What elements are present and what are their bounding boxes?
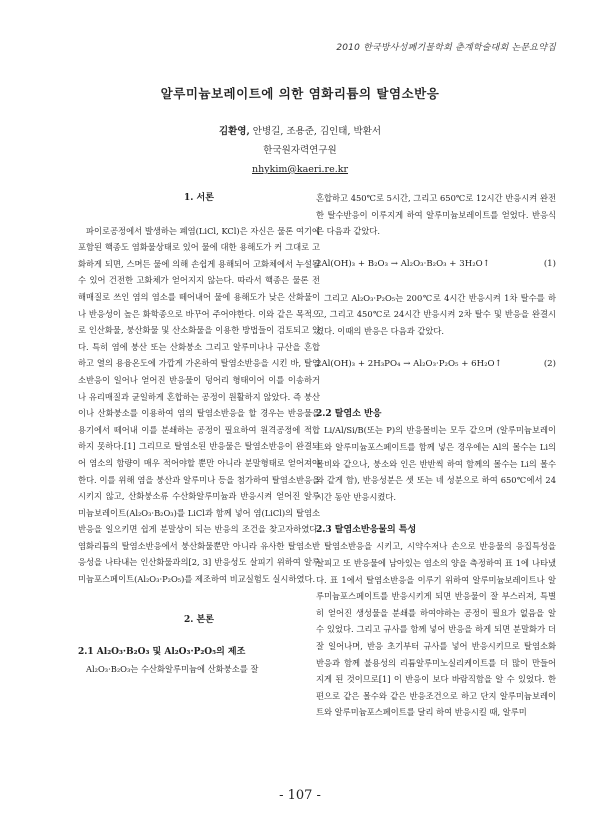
right-column bbox=[316, 190, 556, 721]
equation-2 bbox=[316, 356, 556, 373]
subsection-2-1-text: Al₂O₃·B₂O₃는 수산화알루미늄에 산화붕소를 잘 bbox=[86, 663, 259, 674]
equation-1-number: (1) bbox=[543, 259, 556, 270]
page-number: - 107 - bbox=[279, 788, 321, 803]
author-email[interactable]: nhykim@kaeri.re.kr bbox=[251, 164, 349, 175]
co-authors: 안병길, 조용준, 김인태, 박환서 bbox=[249, 126, 382, 137]
first-author: 김환영, bbox=[218, 126, 250, 137]
left-column bbox=[78, 190, 320, 677]
subsection-2-3-heading: 2.3 탈염소반응물의 특성 bbox=[316, 524, 417, 535]
author-block bbox=[0, 122, 600, 179]
section-introduction-heading: 1. 서론 bbox=[184, 193, 214, 203]
subsection-2-2-heading: 2.2 탈염소 반응 bbox=[316, 408, 382, 419]
subsection-2-2-text: Li/Al/Si/B(또는 P)의 반응몰비는 모두 같으며 (알루미늄보레이트와 알루미늄포스페이트를 함께 넣은 경우에는 Al의 몰수는 Li의 몰비와 같으나, 붕소와 인은 반반씩 하여 함께의 몰수는 Li의 몰수와 같게 함), 반응성분은 셋 또는 네 성분으로 하여 650℃에서 24시간 동안 반응시켰다. bbox=[316, 425, 556, 502]
equation-1 bbox=[316, 256, 556, 273]
paper-title: 알루미늄보레이트에 의한 염화리튬의 탈염소반응 bbox=[160, 86, 440, 101]
affiliation: 한국원자력연구원 bbox=[263, 145, 337, 156]
phosphate-paragraph: 그리고 Al₂O₃·P₂O₅는 200℃로 4시간 반응시켜 1차 탈수를 하고, 그리고 450℃로 24시간 반응시켜 2차 탈수 및 반응을 완결시켰다. 이때의 반응은 다음과 같았다. bbox=[316, 292, 556, 336]
equation-1-text: 2Al(OH)₃ + B₂O₃ → Al₂O₃·B₂O₃ + 3H₂O↑ bbox=[316, 259, 490, 270]
synthesis-paragraph: 혼합하고 450℃로 5시간, 그리고 650℃로 12시간 반응시켜 완전한 탈수반응이 이루지게 하여 알루미늄보레이트를 얻었다. 반응식은 다음과 같았다. bbox=[316, 193, 556, 237]
equation-2-text: 2Al(OH)₃ + 2H₃PO₄ → Al₂O₃·P₂O₅ + 6H₂O↑ bbox=[316, 358, 502, 369]
section-body-heading: 2. 본론 bbox=[184, 614, 214, 625]
subsection-2-3-text: 탈염소반응을 시키고, 시약수저나 손으로 반응물의 응집특성을 살피고 또 반응물에 남아있는 염소의 양을 측정하여 표 1에 나타냈다. 표 1에서 탈염소반응을 이루기 위하여 알루미늄보레이트나 알루미늄포스페이트를 반응시키게 되면 반응물이 잘 부스러져, 특별히 얻어진 생성물을 분쇄를 하여야하는 공정이 필요가 없음을 알 수 있었다. 그리고 규사를 함께 넣어 반응을 하게 되면 분말화가 더 잘 일어나며, 반응 초기부터 규사를 넣어 반응시키므로 탈염소화 반응과 함께 불용성의 리튬알루미노실리케이트를 더 많이 만들어지게 된 것이므로[1] 이 반응이 보다 바람직함을 알 수 있었다. 한편으로 같은 몰수와 같은 반응조건으로 하고 단지 알루미늄보레이트와 알루미늄포스페이트를 달리 하여 반응시킬 때, 알루미 bbox=[316, 541, 556, 718]
author-names bbox=[0, 122, 600, 141]
subsection-2-1-heading: 2.1 Al₂O₃·B₂O₃ 및 Al₂O₃·P₂O₅의 제조 bbox=[78, 647, 246, 658]
equation-2-number: (2) bbox=[543, 358, 556, 369]
running-header: 2010 한국방사성폐기물학회 춘계학술대회 논문요약집 bbox=[336, 43, 556, 53]
introduction-paragraph: 파이로공정에서 발생하는 폐염(LiCl, KCl)은 자신은 물론 여기에 포함된 핵종도 염화물상태로 있어 물에 대한 용해도가 커 그대로 고화하게 되면, 스며든 물에 의해 손쉽게 용해되어 고화체에서 누설될 수 있어 건전한 고화체가 얻어지지 않는다. 따라서 핵종은 물론 전해매질로 쓰인 염의 염소를 떼어내어 물에 용해도가 낮은 산화물이나 반응성이 높은 화학종으로 바꾸어 주어야한다. 이와 같은 목적으로 인산화물, 붕산화물 및 산소화물을 이용한 방법들이 검토되고 있다. 특히 염에 붕산 또는 산화붕소 그리고 알루미나나 규산을 혼합하고 열의 용융온도에 가깝게 가온하여 탈염소반응을 시킨 바, 탈염소반응이 일어나 얻어진 반응물이 덩어리 형태이어 이를 이송하거나 유리매질과 균일하게 혼합하는 공정이 원활하지 않았다. 즉 붕산이나 산화붕소를 이용하여 염의 탈염소반응을 할 경우는 반응물을 용기에서 떼어내 이를 분쇄하는 공정이 필요하여 원격공정에 적합하지 못하다.[1] 그리므로 탈염소된 반응물은 탈염소반응이 완결되어 염소의 함량이 매우 적어야할 뿐만 아니라 분말형태로 얻어져야 한다. 이를 위해 염을 붕산과 알루미나 등을 첨가하여 탈염소반응을 시키지 않고, 산화붕소류 수산화알루미늄과 반응시켜 얻어진 알루미늄보레이트(Al₂O₃·B₂O₃)를 LiCl과 함께 넣어 염(LiCl)의 탈염소반응을 일으키면 쉽게 분말상이 되는 반응의 조건을 찾고자하였다. 염화리튬의 탈염소반응에서 붕산화물뿐만 아니라 유사한 탈염소반응성을 나타내는 인산화물과의[2, 3] 반응성도 살피기 위하여 알루미늄포스페이트(Al₂O₃·P₂O₅)를 제조하여 비교실험도 실시하였다. bbox=[78, 225, 320, 585]
